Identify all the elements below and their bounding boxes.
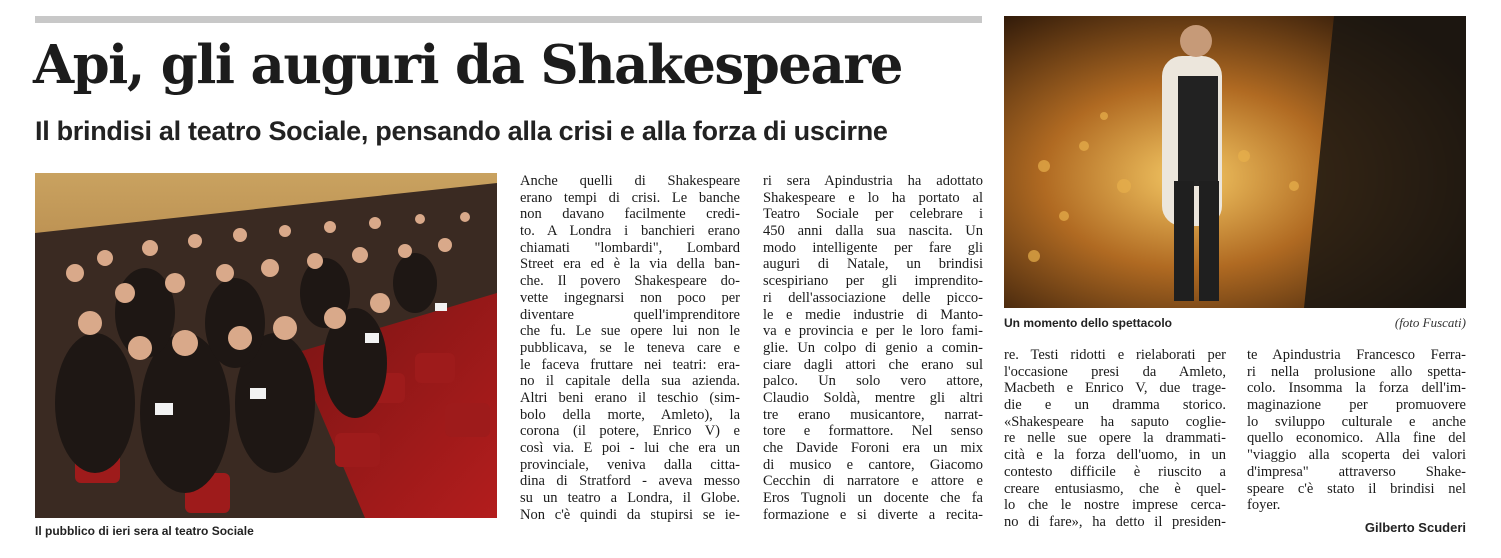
text-line: re nelle sue opere la drammati- [1004,430,1226,447]
text-line: 450 anni dalla sua nascita. Un [763,223,983,240]
text-line: Claudio Soldà, mentre gli altri [763,389,983,406]
text-line: chiamati "lombardi", Lombard [520,239,740,256]
text-line: ciare dagli attori che erano sul [763,356,983,373]
actor-photo [1004,16,1466,308]
text-line: palco. Un solo vero attore, [763,373,983,390]
top-rule [35,16,982,23]
text-line: speare c'è stato il brindisi nel [1247,480,1466,497]
text-line: Street era ed è la via della ban- [520,256,740,273]
text-line: quello economico. Alla fine del [1247,430,1466,447]
audience-photo-caption: Il pubblico di ieri sera al teatro Sociale [35,524,254,538]
text-line: ri dell'associazione delle picco- [763,289,983,306]
article-column-4 [1247,347,1466,514]
text-line: contesto difficile è riuscito a [1004,463,1226,480]
text-line: bolo della morte, Amleto), la [520,406,740,423]
text-line: creare entusiasmo, che è quel- [1004,480,1226,497]
text-line: glie. Un colpo di genio a comin- [763,339,983,356]
text-line: die e un dramma storico. [1004,397,1226,414]
text-line: provinciale, veniva dalla citta- [520,456,740,473]
text-line: ri sera Apindustria ha adottato [763,173,983,189]
audience-photo [35,173,497,518]
text-line: no il capitale della sua azienda. [520,373,740,390]
text-line: corona (il potere, Enrico V) e [520,423,740,440]
text-line: le faceva fruttare nei teatri: era- [520,356,740,373]
photo-credit: (foto Fuscati) [1394,315,1466,330]
text-line: le e medie industrie di Manto- [763,306,983,323]
text-line: Eros Tugnoli un docente che fa [763,490,983,507]
article-column-3 [1004,347,1226,531]
text-line: to. A Londra i banchieri erano [520,223,740,240]
text-line: no di fare», ha detto il presiden- [1004,513,1226,530]
text-line: su un teatro a Londra, il Globe. [520,490,740,507]
text-line: cità e la forza dell'uomo, in un [1004,447,1226,464]
text-line: dina di Stratford - aveva messo [520,473,740,490]
text-line: modo intelligente per fare gli [763,239,983,256]
text-line: Altri beni erano il teschio (sim- [520,389,740,406]
text-line: ri nella prolusione allo spetta- [1247,363,1466,380]
text-line: scespiriano per gli imprendito- [763,273,983,290]
text-line: pubblicava, se le teneva care e [520,339,740,356]
headline: Api, gli auguri da Shakespeare [33,34,903,96]
text-line: Non c'è quindi da stupirsi se ie- [520,506,740,523]
text-line: di musico e cantore, Giacomo [763,456,983,473]
text-line: così via. E poi - lui che era un [520,440,740,456]
actor-photo-caption: Un momento dello spettacolo [1004,316,1173,330]
text-line: Cecchin di narratore e attore e [763,473,983,490]
subheadline: Il brindisi al teatro Sociale, pensando alla crisi e alla forza di uscirne [35,116,888,146]
text-line: «Shakespeare ha saputo coglie- [1004,413,1226,430]
text-line: diventare quell'imprenditore [520,306,740,323]
text-line: che Davide Foroni era un mix [763,440,983,456]
text-line: lo che le nostre imprese cerca- [1004,497,1226,514]
text-line: Anche quelli di Shakespeare [520,173,740,189]
text-line: Macbeth e Enrico V, due trage- [1004,380,1226,397]
text-line: tore e formattore. Nel senso [763,423,983,440]
text-line: d'impresa" attraverso Shake- [1247,463,1466,480]
text-line: che fu. Le sue opere lui non le [520,323,740,340]
article-column-1 [520,173,740,523]
text-line: "viaggio alla scoperta dei valori [1247,447,1466,464]
article-column-2 [763,173,983,523]
text-line: Teatro Sociale per celebrare i [763,206,983,223]
text-line: Shakespeare e lo ha portato al [763,189,983,206]
text-line: formazione e si diverte a recita- [763,506,983,523]
text-line: l'occasione presi da Amleto, [1004,363,1226,380]
text-line: va e provincia e per le loro fami- [763,323,983,340]
text-line: foyer. [1247,497,1281,514]
text-line: colo. Insomma la forza dell'im- [1247,380,1466,397]
text-line: che. Il povero Shakespeare do- [520,273,740,290]
text-line: re. Testi ridotti e rielaborati per [1004,347,1226,363]
text-line: maginazione per promuovere [1247,397,1466,414]
text-line: lo sviluppo culturale e anche [1247,413,1466,430]
text-line: auguri di Natale, un brindisi [763,256,983,273]
text-line: non davano facilmente credi- [520,206,740,223]
text-line: te Apindustria Francesco Ferra- [1247,347,1466,363]
text-line: erano tempi di crisi. Le banche [520,189,740,206]
text-line: vette ingegnarsi non poco per [520,289,740,306]
text-line: tre erano musicantore, narrat- [763,406,983,423]
byline: Gilberto Scuderi [1364,520,1466,535]
